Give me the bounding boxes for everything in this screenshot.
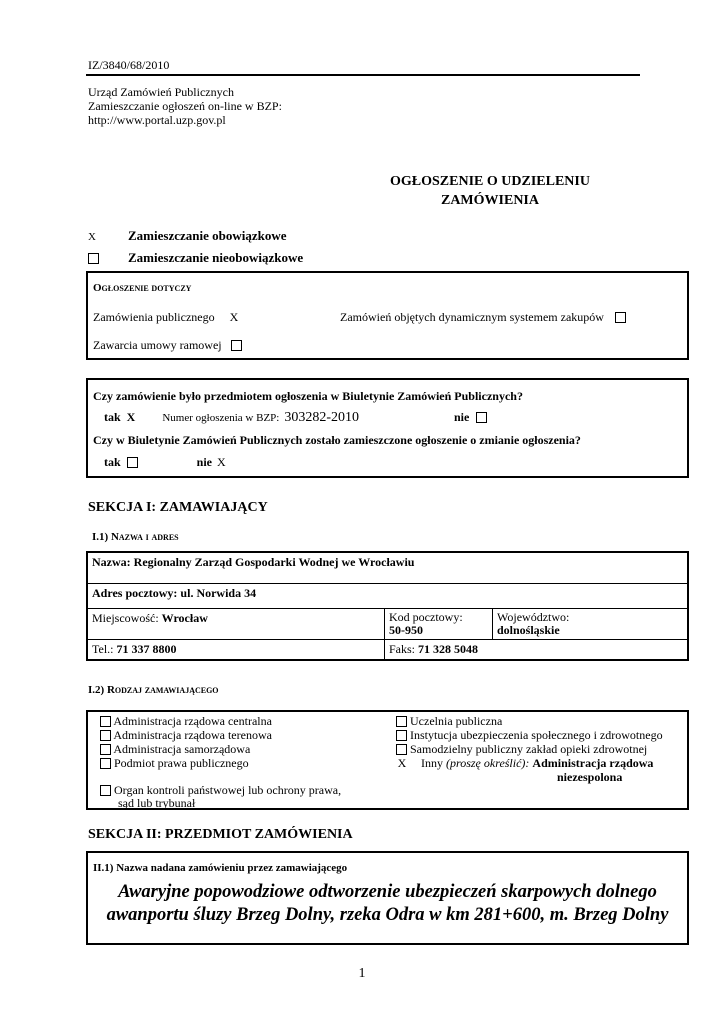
authority-name: Nazwa: Regionalny Zarząd Gospodarki Wodnej we Wrocławiu <box>87 552 688 583</box>
header-divider <box>86 74 640 76</box>
list-item <box>396 714 663 728</box>
authority-types-right <box>396 714 663 784</box>
type-label: Uczelnia publiczna <box>410 714 503 728</box>
section-2-title: SEKCJA II: PRZEDMIOT ZAMÓWIENIA <box>88 827 353 842</box>
type-label: Instytucja ubezpieczenia społecznego i zdrowotnego <box>410 728 663 742</box>
optional-checkbox[interactable] <box>88 253 99 264</box>
office-line-3: http://www.portal.uzp.gov.pl <box>88 113 226 127</box>
section-1-1-heading: I.1) Nazwa i adres <box>92 531 179 543</box>
office-line-2: Zamieszczanie ogłoszeń on-line w BZP: <box>88 99 282 113</box>
other-value-line-2: niezespolona <box>557 770 623 784</box>
type-checkbox[interactable] <box>100 730 111 741</box>
framework-option <box>93 338 242 353</box>
type-checkbox[interactable] <box>100 758 111 769</box>
city-cell <box>87 608 385 639</box>
voivodeship-label: Województwo: <box>497 609 570 624</box>
dynamic-system-option <box>340 310 626 325</box>
placement-optional <box>88 250 303 266</box>
reference-number: IZ/3840/68/2010 <box>88 58 170 72</box>
section-2-1-heading: II.1) Nazwa nadana zamówieniu przez zamawiającego <box>93 862 348 874</box>
bzp-number-value: 303282-2010 <box>284 410 360 425</box>
section-1-title: SEKCJA I: ZAMAWIAJĄCY <box>88 500 268 515</box>
document-title-line-1: OGŁOSZENIE O UDZIELENIU <box>390 174 590 189</box>
placement-mandatory <box>88 228 287 244</box>
authority-type-box <box>86 710 689 810</box>
contract-name-line-1: Awaryjne popowodziowe odtworzenie ubezpieczeń skarpowych dolnego <box>118 882 657 902</box>
bzp-no2-label: nie <box>196 455 213 469</box>
bzp-no-label: nie <box>454 410 470 424</box>
fax-label: Faks: <box>389 641 416 656</box>
type-checkbox[interactable] <box>100 785 111 796</box>
type-checkbox[interactable] <box>396 730 407 741</box>
control-label-line-2: sąd lub trybunał <box>118 796 196 810</box>
list-item <box>100 756 272 770</box>
fax-value: 71 328 5048 <box>418 641 479 656</box>
bzp-answer-2 <box>104 455 226 470</box>
type-checkbox[interactable] <box>396 744 407 755</box>
other-value-line-1: Administracja rządowa <box>532 756 654 770</box>
type-checkbox[interactable] <box>100 744 111 755</box>
list-item <box>396 728 663 742</box>
office-info <box>88 85 282 127</box>
section-1-2-heading: I.2) Rodzaj zamawiającego <box>88 684 219 696</box>
framework-label: Zawarcia umowy ramowej <box>93 338 222 352</box>
authority-address: Adres pocztowy: ul. Norwida 34 <box>87 583 688 608</box>
public-contract-label: Zamówienia publicznego <box>93 310 215 324</box>
table-row <box>87 608 688 639</box>
mandatory-mark: X <box>88 231 96 243</box>
type-label: Podmiot prawa publicznego <box>114 756 249 770</box>
contract-name <box>88 881 687 927</box>
tel-cell <box>87 639 385 660</box>
bzp-answer-1 <box>104 410 359 426</box>
public-contract-mark: X <box>229 310 239 324</box>
type-label: Administracja rządowa centralna <box>113 714 272 728</box>
tel-label: Tel.: <box>92 641 114 656</box>
bzp-yes2-checkbox[interactable] <box>127 457 138 468</box>
contract-name-line-2: awanportu śluzy Brzeg Dolny, rzeka Odra w km 281+600, m. Brzeg Dolny <box>106 905 669 925</box>
type-checkbox[interactable] <box>396 716 407 727</box>
type-checkbox[interactable] <box>100 716 111 727</box>
optional-label: Zamieszczanie nieobowiązkowe <box>128 250 304 265</box>
city-value: Wrocław <box>161 610 208 625</box>
postcode-value: 50-950 <box>389 622 423 637</box>
bzp-no-checkbox[interactable] <box>476 412 487 423</box>
table-row <box>87 583 688 608</box>
public-contract-option <box>93 310 238 325</box>
dynamic-system-checkbox[interactable] <box>615 312 626 323</box>
bzp-yes2-label: tak <box>104 455 121 469</box>
postcode-label: Kod pocztowy: <box>389 609 463 624</box>
list-item <box>100 714 272 728</box>
list-item <box>396 742 663 756</box>
authority-types-left <box>100 714 272 770</box>
bzp-no2-mark: X <box>217 455 226 469</box>
fax-cell <box>385 639 689 660</box>
city-label: Miejscowość: <box>92 610 159 625</box>
contract-name-box <box>86 851 689 945</box>
type-label: Administracja rządowa terenowa <box>113 728 272 742</box>
notice-concerns-box <box>86 271 689 360</box>
bzp-box <box>86 378 689 478</box>
contracting-authority-table <box>86 551 689 661</box>
bzp-yes-mark: X <box>126 410 136 424</box>
control-label-line-1: Organ kontroli państwowej lub ochrony prawa, <box>114 783 342 797</box>
list-item <box>100 728 272 742</box>
mandatory-label: Zamieszczanie obowiązkowe <box>128 228 287 243</box>
table-row <box>87 639 688 660</box>
framework-checkbox[interactable] <box>231 340 242 351</box>
table-row <box>87 552 688 583</box>
list-item <box>100 742 272 756</box>
other-mark: X <box>397 756 407 770</box>
type-label: Samodzielny publiczny zakład opieki zdrowotnej <box>410 742 648 756</box>
bzp-number-label: Numer ogłoszenia w BZP: <box>162 412 280 424</box>
voivodeship-cell <box>493 608 689 639</box>
list-item-other <box>396 756 663 770</box>
page-number: 1 <box>358 966 366 981</box>
postcode-cell <box>385 608 493 639</box>
other-label: Inny <box>421 756 443 770</box>
control-organ-option <box>100 784 341 810</box>
voivodeship-value: dolnośląskie <box>497 622 560 637</box>
concerns-heading: Ogłoszenie dotyczy <box>93 282 192 294</box>
other-hint: (proszę określić): <box>446 756 530 770</box>
type-label: Administracja samorządowa <box>113 742 251 756</box>
bzp-no-option <box>454 410 487 425</box>
bzp-question-1: Czy zamówienie było przedmiotem ogłoszenia w Biuletynie Zamówień Publicznych? <box>93 389 523 403</box>
dynamic-system-label: Zamówień objętych dynamicznym systemem zakupów <box>340 310 604 324</box>
bzp-yes-label: tak <box>104 410 121 424</box>
tel-value: 71 337 8800 <box>116 641 177 656</box>
office-line-1: Urząd Zamówień Publicznych <box>88 85 234 99</box>
document-title <box>340 172 640 210</box>
document-title-line-2: ZAMÓWIENIA <box>440 193 539 208</box>
bzp-question-2: Czy w Biuletynie Zamówień Publicznych zostało zamieszczone ogłoszenie o zmianie ogłoszenia? <box>93 433 581 447</box>
